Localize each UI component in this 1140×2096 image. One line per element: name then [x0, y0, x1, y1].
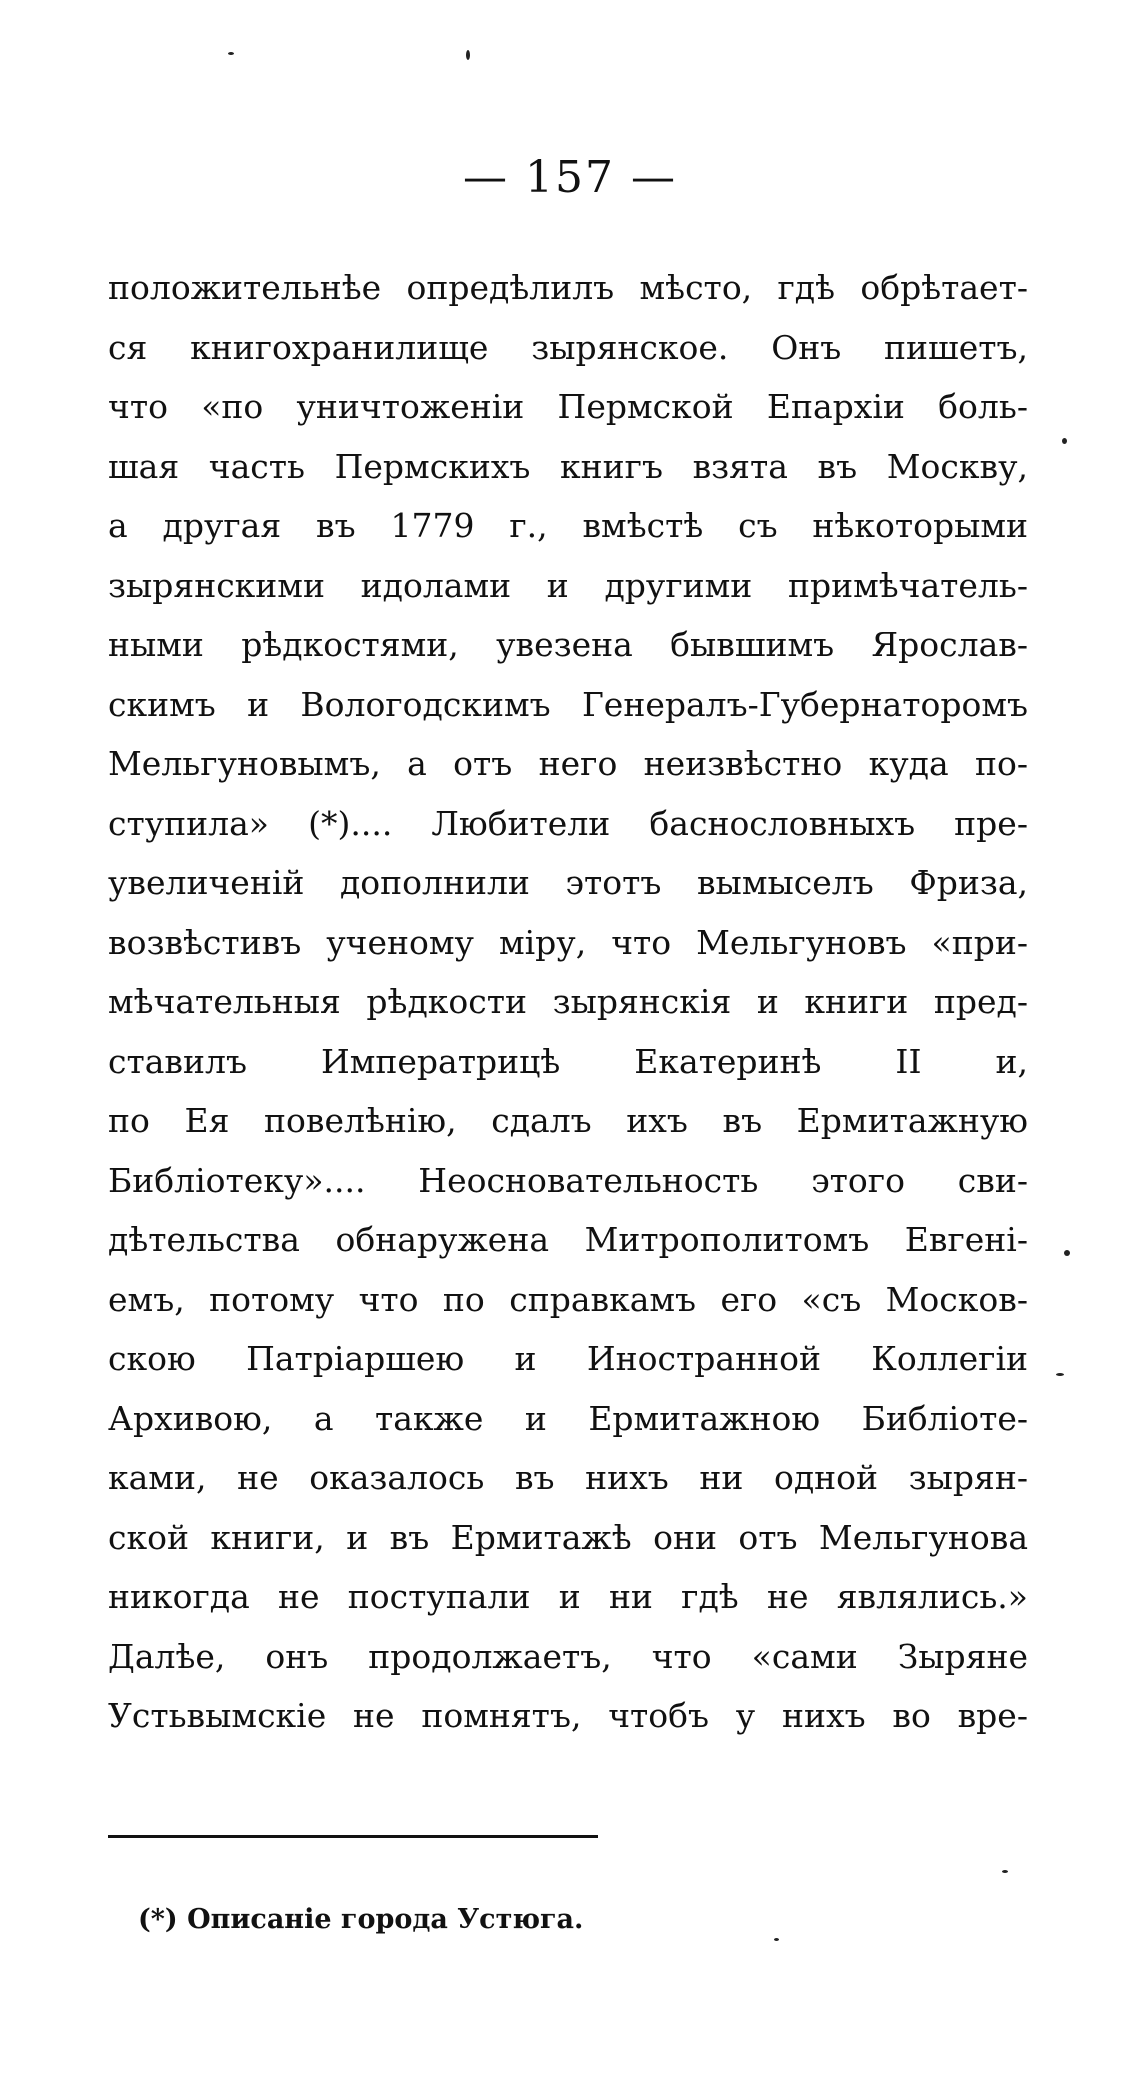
scan-speck — [1064, 1250, 1070, 1256]
text-line: увеличеній дополнили этотъ вымыселъ Фриза, — [108, 863, 1028, 902]
scan-speck — [774, 1938, 779, 1941]
footnote: (*) Описаніе города Устюга. — [138, 1904, 584, 1935]
text-line: дѣтельства обнаружена Митрополитомъ Евгені- — [108, 1220, 1028, 1259]
text-line: шая часть Пермскихъ книгъ взята въ Москву, — [108, 446, 1028, 486]
scan-speck — [466, 50, 470, 60]
scan-speck — [1056, 1373, 1064, 1376]
scan-speck — [228, 52, 234, 55]
text-line: возвѣстивъ ученому міру, что Мельгуновъ «при- — [108, 922, 1028, 962]
text-line: мѣчательныя рѣдкости зырянскія и книги пред- — [108, 982, 1028, 1021]
text-line: зырянскими идолами и другими примѣчатель- — [108, 565, 1028, 605]
text-line: что «по уничтоженіи Пермской Епархіи боль- — [108, 387, 1028, 426]
text-line: ками, не оказалось въ нихъ ни одной зырян- — [108, 1458, 1028, 1497]
text-line: ступила» (*).... Любители баснословныхъ пре- — [108, 803, 1028, 843]
body-text — [108, 258, 1028, 1746]
text-line: Архивою, а также и Ермитажною Библіоте- — [108, 1398, 1028, 1438]
text-line: ставилъ Императрицѣ Екатеринѣ II и, — [108, 1041, 1028, 1081]
text-line: скою Патріаршею и Иностранной Коллегіи — [108, 1339, 1028, 1378]
page-number: — 157 — — [463, 152, 677, 203]
text-line: Библіотеку».... Неосновательность этого сви- — [108, 1160, 1028, 1200]
footnote-divider — [108, 1835, 598, 1838]
text-line: Мельгуновымъ, а отъ него неизвѣстно куда по- — [108, 744, 1028, 783]
text-line: емъ, потому что по справкамъ его «съ Москов- — [108, 1279, 1028, 1319]
text-line: никогда не поступали и ни гдѣ не являлись.» — [108, 1577, 1028, 1616]
text-line: Далѣе, онъ продолжаетъ, что «сами Зыряне — [108, 1636, 1028, 1676]
text-line: ными рѣдкостями, увезена бывшимъ Ярослав- — [108, 625, 1028, 664]
text-line: ской книги, и въ Ермитажѣ они отъ Мельгунова — [108, 1517, 1028, 1557]
text-line: Устьвымскіе не помнятъ, чтобъ у нихъ во вре- — [108, 1696, 1028, 1735]
text-line: положительнѣе опредѣлилъ мѣсто, гдѣ обрѣтает- — [108, 268, 1028, 307]
text-line: скимъ и Вологодскимъ Генералъ-Губернаторомъ — [108, 684, 1028, 724]
text-line: ся книгохранилище зырянское. Онъ пишетъ, — [108, 327, 1028, 367]
text-line: а другая въ 1779 г., вмѣстѣ съ нѣкоторыми — [108, 506, 1028, 545]
text-line: по Ея повелѣнію, сдалъ ихъ въ Ермитажную — [108, 1101, 1028, 1140]
scan-speck — [1062, 438, 1067, 444]
scan-speck — [1002, 1870, 1008, 1873]
